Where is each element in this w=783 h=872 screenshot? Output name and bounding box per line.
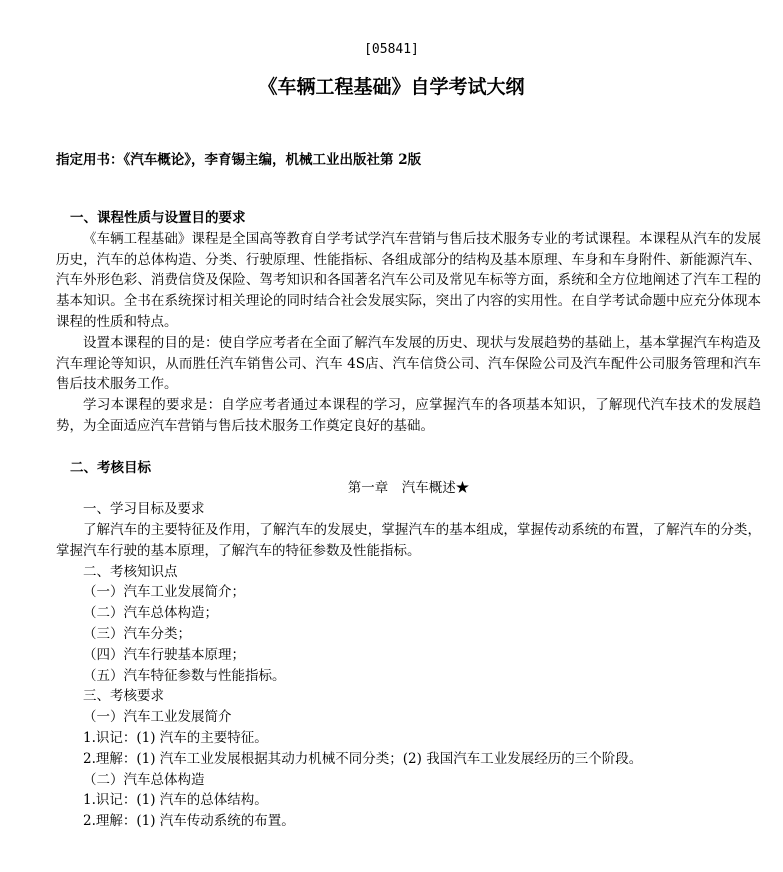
knowledge-point: （二）汽车总体构造； bbox=[83, 605, 218, 622]
goals-text: 了解汽车的主要特征及作用，了解汽车的发展史，掌握汽车的基本组成，掌握传动系统的布置，了解汽车的分类，掌握汽车行驶的基本原理，了解汽车的特征参数及性能指标。 bbox=[56, 521, 761, 559]
requirement-item: 2.理解：(1) 汽车传动系统的布置。 bbox=[83, 813, 295, 830]
requirement-item: （一）汽车工业发展简介 bbox=[83, 709, 232, 726]
paragraph-course-nature: 《车辆工程基础》课程是全国高等教育自学考试学汽车营销与售后技术服务专业的考试课程。本课程从汽车的发展历史，汽车的总体构造、分类、行驶原理、性能指标、各组成部分的结构及基本原理、车身和车身附件、新能源汽车、汽车外形色彩、消费信贷及保险、驾考知识和各国著名汽车公司及常见车标等方面，系统和全方位地阐述了汽车工程的基本知识。全书在系统探讨相关理论的同时结合社会发展实际，突出了内容的实用性。在自学考试命题中应充分体现本课程的性质和特点。 bbox=[56, 230, 761, 330]
requirements-heading: 三、考核要求 bbox=[83, 688, 164, 705]
spacer bbox=[56, 437, 761, 458]
knowledge-point: （一）汽车工业发展简介； bbox=[83, 584, 245, 601]
goals-heading: 一、学习目标及要求 bbox=[83, 501, 205, 518]
document-title: 《车辆工程基础》自学考试大纲 bbox=[258, 76, 525, 98]
requirement-item: （二）汽车总体构造 bbox=[83, 771, 205, 788]
course-code: [05841] bbox=[364, 42, 419, 57]
document-body bbox=[56, 208, 761, 832]
knowledge-heading: 二、考核知识点 bbox=[83, 563, 178, 580]
textbook-line: 指定用书：《汽车概论》，李育锡主编，机械工业出版社第 2版 bbox=[56, 152, 422, 168]
knowledge-point: （四）汽车行驶基本原理； bbox=[83, 646, 245, 663]
knowledge-point: （三）汽车分类； bbox=[83, 625, 191, 642]
paragraph-course-requirements: 学习本课程的要求是：自学应考者通过本课程的学习，应掌握汽车的各项基本知识，了解现代汽车技术的发展趋势，为全面适应汽车营销与售后技术服务工作奠定良好的基础。 bbox=[56, 397, 761, 434]
chapter-title: 第一章 汽车概述★ bbox=[347, 480, 470, 497]
requirement-item: 1.识记：(1) 汽车的主要特征。 bbox=[83, 729, 268, 746]
requirement-item: 2.理解：(1) 汽车工业发展根据其动力机械不同分类；(2) 我国汽车工业发展经历的三个阶段。 bbox=[83, 750, 643, 767]
section-heading-2: 二、考核目标 bbox=[70, 459, 151, 476]
section-heading-1: 一、课程性质与设置目的要求 bbox=[70, 210, 246, 226]
knowledge-point: （五）汽车特征参数与性能指标。 bbox=[83, 667, 286, 684]
requirement-item: 1.识记：(1) 汽车的总体结构。 bbox=[83, 792, 268, 809]
paragraph-course-purpose: 设置本课程的目的是：使自学应考者在全面了解汽车发展的历史、现状与发展趋势的基础上，基本掌握汽车构造及汽车理论等知识，从而胜任汽车销售公司、汽车 4S店、汽车信贷公司、汽车保险公司及汽车配件公司服务管理和汽车售后技术服务工作。 bbox=[56, 334, 761, 393]
